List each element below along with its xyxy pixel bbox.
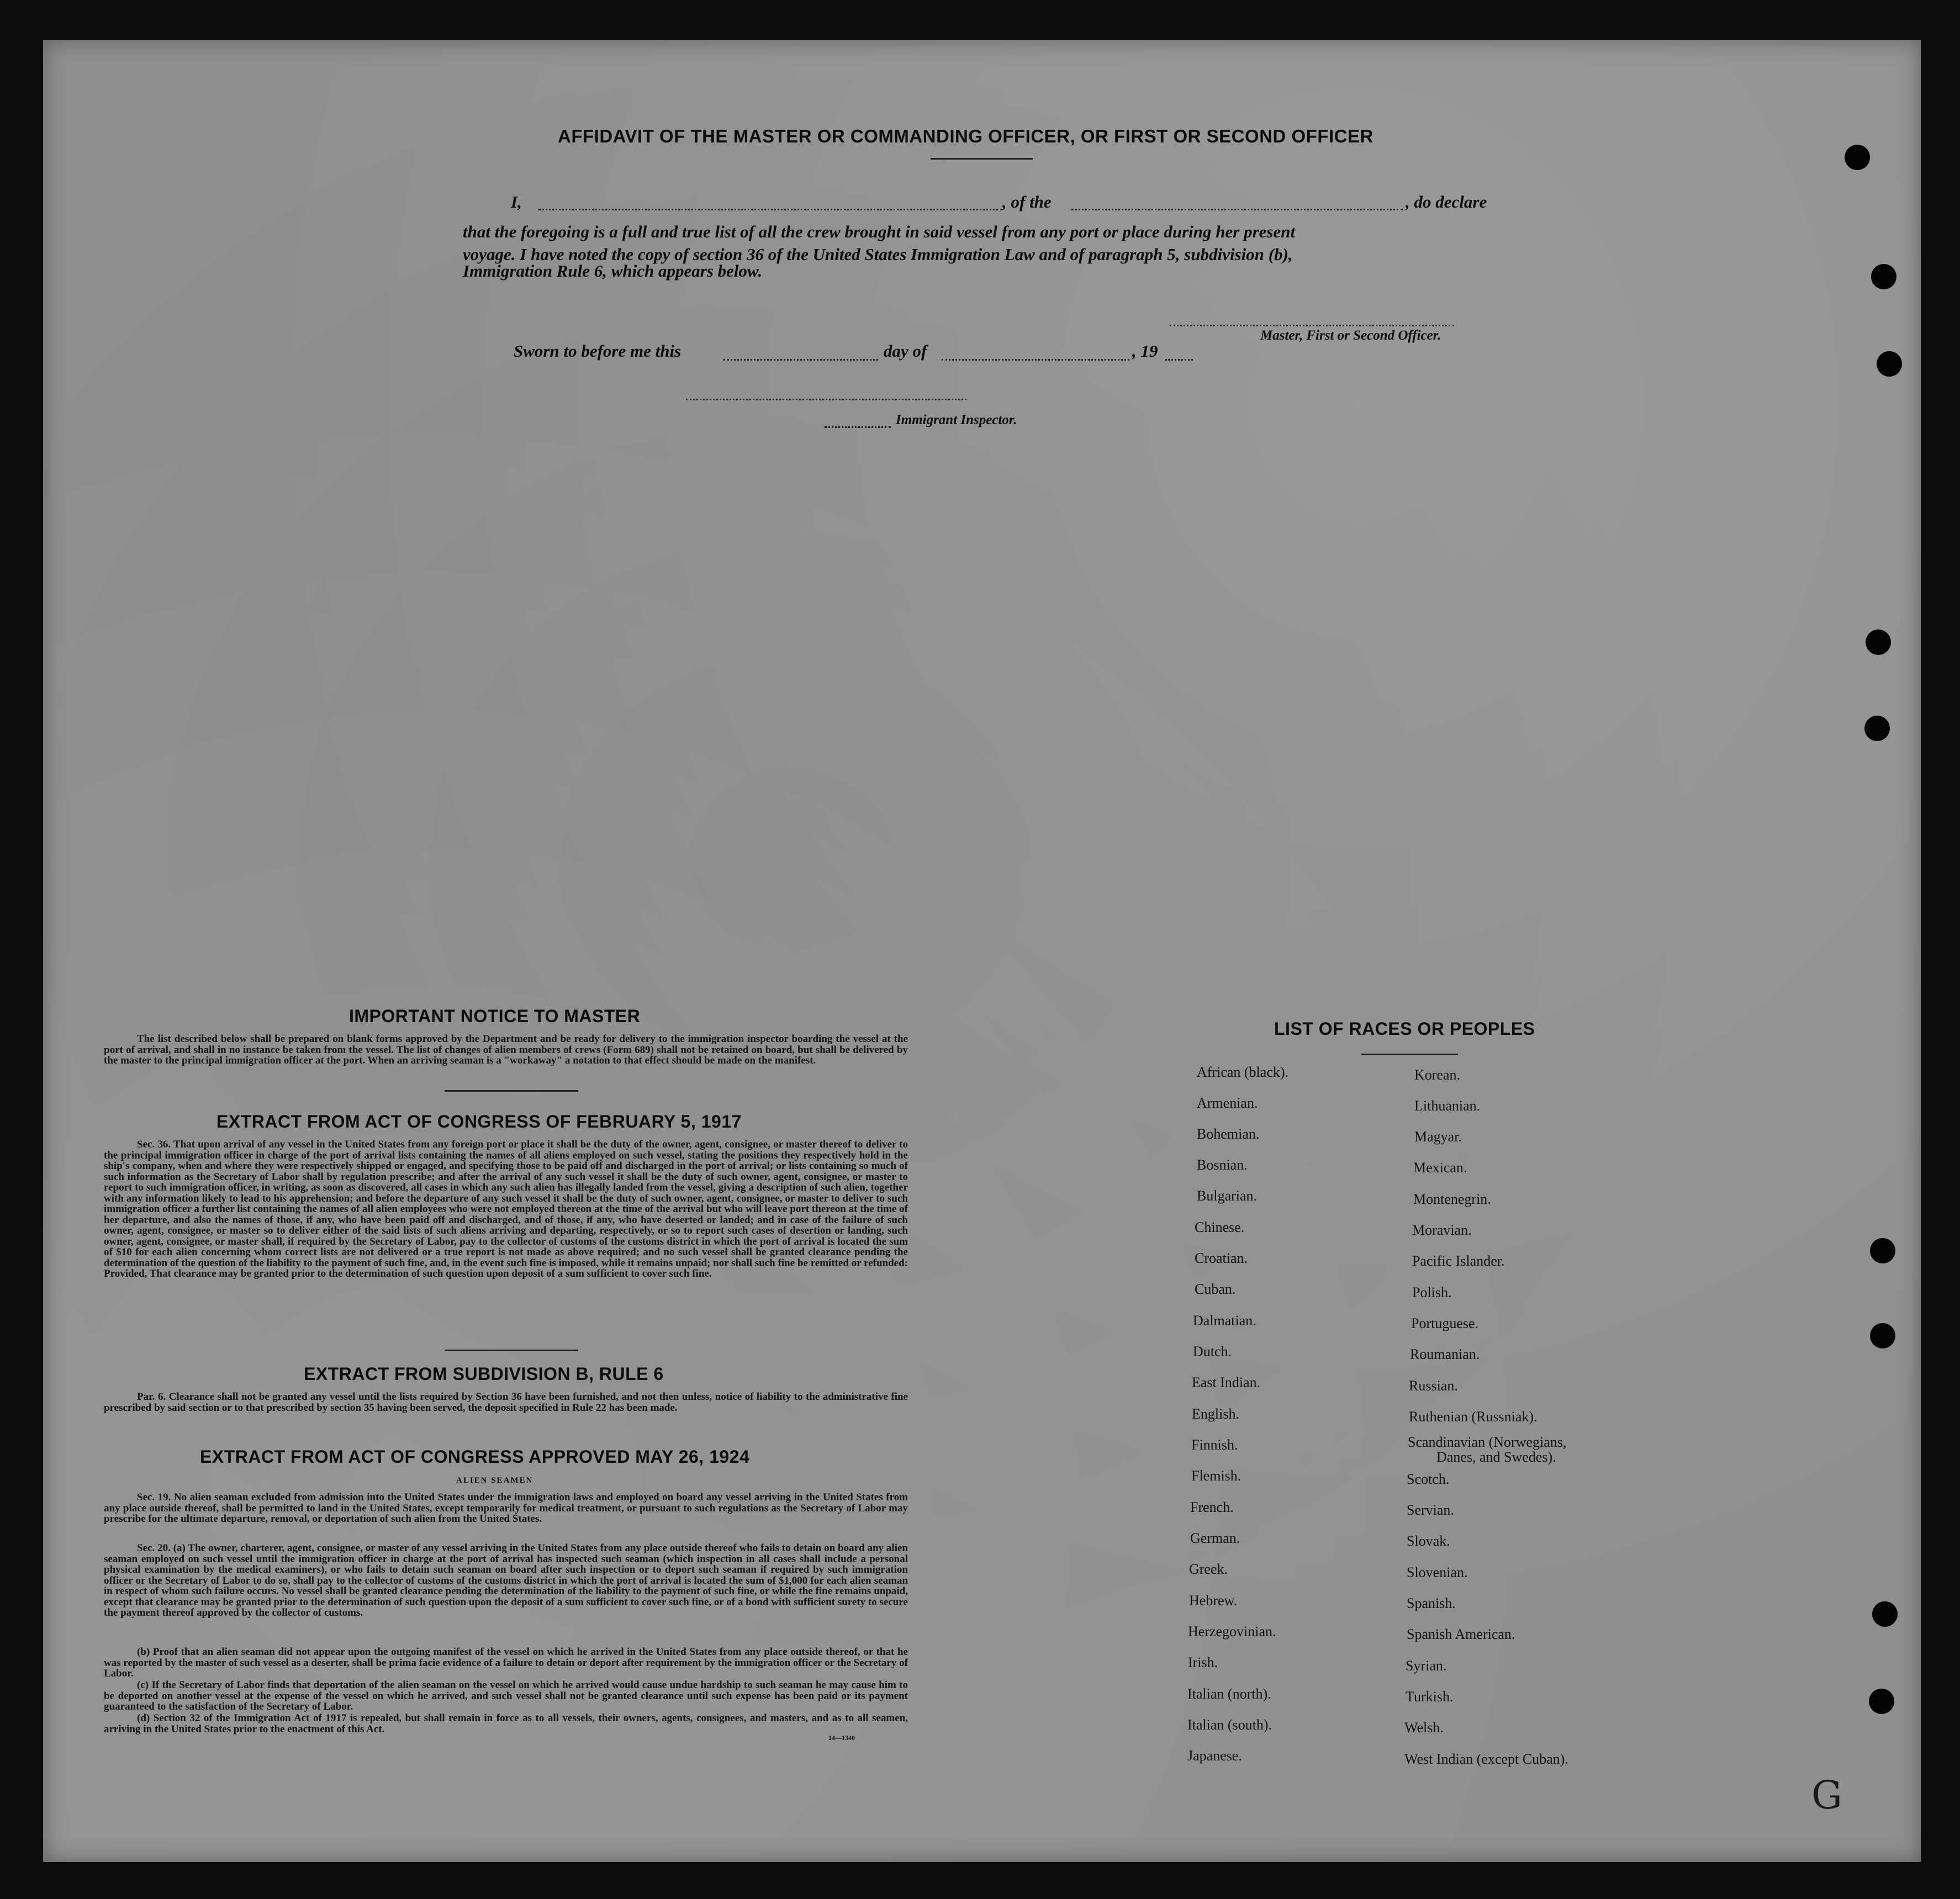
race-item: Spanish. [1407, 1595, 1456, 1611]
race-item: Spanish American. [1407, 1626, 1515, 1642]
race-item: Welsh. [1404, 1720, 1444, 1736]
divider [445, 1350, 578, 1351]
race-item: Mexican. [1413, 1160, 1467, 1176]
extract-rule6-text: Par. 6. Clearance shall not be granted any vessel until the lists required by Section 36 have been furnished, and not then unless, notice of liability to the administrative fine prescribed by said section or to that prescribed by section 35 having been served, the deposit specified in Rule 22 has been made. [104, 1391, 908, 1414]
race-item: Montenegrin. [1413, 1191, 1491, 1207]
race-item: Danes, and Swedes). [1436, 1449, 1556, 1465]
inspector-label: Immigrant Inspector. [896, 412, 1017, 427]
divider [1361, 1054, 1458, 1055]
race-item: Japanese. [1187, 1748, 1242, 1764]
sworn-day-of: day of [884, 341, 927, 361]
name-blank[interactable] [538, 209, 1002, 210]
punch-hole [1870, 1323, 1895, 1348]
race-item: French. [1190, 1499, 1234, 1515]
sec-20b-text: (b) Proof that an alien seaman did not appear upon the outgoing manifest of the vessel on which he arrived in the United States from any place outside thereof, or that he was reported by the master of such vessel as a deserter, shall be prima facie evidence of a failure to detain or deport after requirement by the immigration officer or the Secretary of Labor. [104, 1646, 908, 1679]
affidavit-line-4: Immigration Rule 6, which appears below. [463, 261, 763, 281]
notice-text: The list described below shall be prepared on blank forms approved by the Department and be ready for delivery to the immigration inspector boarding the vessel at the port of arrival, and shall in no instance be taken from the vessel. The list of changes of alien members of crews (Form 689) shall not be retained on board, but shall be delivered by the master to the principal immigration officer at the port. When an arriving seaman is a "workaway" a notation to that effect should be made on the manifest. [104, 1033, 908, 1066]
race-item: West Indian (except Cuban). [1404, 1751, 1568, 1767]
race-item: Pacific Islander. [1412, 1253, 1505, 1269]
race-item: Magyar. [1414, 1129, 1462, 1145]
race-item: African (black). [1197, 1064, 1289, 1080]
sworn-year: , 19 [1132, 341, 1158, 361]
race-item: Ruthenian (Russniak). [1409, 1409, 1538, 1425]
race-item: Slovak. [1407, 1533, 1450, 1549]
punch-hole [1866, 630, 1891, 655]
affidavit-i: I, [511, 192, 522, 211]
master-signature-line[interactable] [1170, 325, 1454, 326]
race-item: Turkish. [1406, 1689, 1454, 1705]
race-item: Cuban. [1195, 1281, 1236, 1297]
affidavit-line-2: that the foregoing is a full and true list of all the crew brought in said vessel from any port or place during her present [463, 222, 1296, 241]
race-item: Croatian. [1195, 1250, 1248, 1266]
race-item: Flemish. [1191, 1468, 1241, 1484]
race-item: German. [1190, 1530, 1240, 1546]
race-item: Scotch. [1407, 1471, 1450, 1487]
race-item: Bohemian. [1197, 1126, 1260, 1142]
sworn-prefix: Sworn to before me this [514, 341, 681, 361]
sec-20c-text: (c) If the Secretary of Labor finds that deportation of the alien seaman on the vessel on which he arrived would cause undue hardship to such seaman he may cause him to be deported on another vessel at the expense of the vessel on which he arrived, and such vessel shall not be granted clearance until such expense has been paid or its payment guaranteed to the satisfaction of the Secretary of Labor. [104, 1679, 908, 1712]
races-title: LIST OF RACES OR PEOPLES [1274, 1019, 1535, 1039]
race-item: Italian (south). [1187, 1717, 1272, 1733]
race-item: Syrian. [1406, 1658, 1447, 1674]
inspector-prefix-line [825, 426, 891, 428]
race-item: Armenian. [1197, 1095, 1258, 1111]
extract-1917-title: EXTRACT FROM ACT OF CONGRESS OF FEBRUARY 5, 1917 [216, 1112, 742, 1131]
sec-19-text: Sec. 19. No alien seaman excluded from admission into the United States under the immigration laws and employed on board any vessel arriving in the United States from any place outside thereof, shall be permitted to land in the United States, except temporarily for medical treatment, or pursuant to such regulations as the Secretary of Labor may prescribe for the ultimate departure, removal, or deportation of such alien from the United States. [104, 1491, 908, 1525]
affidavit-do-declare: , do declare [1406, 192, 1487, 211]
alien-seamen-subtitle: ALIEN SEAMEN [456, 1476, 533, 1485]
race-item: Russian. [1409, 1378, 1458, 1394]
affidavit-of-the: , of the [1002, 192, 1052, 211]
punch-hole [1877, 351, 1902, 377]
race-item: Scandinavian (Norwegians, [1408, 1434, 1567, 1450]
form-number: 14—1340 [828, 1734, 855, 1742]
race-item: Servian. [1407, 1502, 1454, 1518]
race-item: Roumanian. [1410, 1346, 1480, 1362]
sec-20d-text: (d) Section 32 of the Immigration Act of 1917 is repealed, but shall remain in force as to all vessels, their owners, agents, consignees, and masters, and as to all seamen, arriving in the United States prior to the enactment of this Act. [104, 1712, 908, 1735]
race-item: Greek. [1189, 1561, 1228, 1577]
punch-hole [1845, 145, 1870, 170]
race-item: Bosnian. [1197, 1157, 1248, 1173]
race-item: Polish. [1412, 1284, 1452, 1300]
handwritten-margin-mark: G [1811, 1773, 1842, 1818]
affidavit-line-3: voyage. I have noted the copy of section 36 of the United States Immigration Law and of paragraph 5, subdivision (b), [463, 245, 1293, 264]
divider [445, 1090, 578, 1092]
race-item: Moravian. [1412, 1222, 1472, 1238]
sworn-month-blank[interactable] [942, 359, 1129, 361]
race-item: Bulgarian. [1197, 1188, 1258, 1204]
master-signature-label: Master, First or Second Officer. [1260, 328, 1441, 343]
race-item: Lithuanian. [1414, 1098, 1481, 1114]
divider [931, 158, 1033, 160]
race-item: East Indian. [1192, 1374, 1261, 1390]
race-item: Korean. [1414, 1067, 1461, 1083]
notice-title: IMPORTANT NOTICE TO MASTER [349, 1006, 641, 1026]
race-item: Slovenian. [1407, 1564, 1468, 1580]
race-item: English. [1192, 1406, 1239, 1422]
sworn-day-blank[interactable] [723, 359, 878, 361]
sworn-year-blank[interactable] [1165, 359, 1193, 361]
race-item: Herzegovinian. [1188, 1623, 1276, 1639]
punch-hole [1870, 1238, 1895, 1263]
race-item: Chinese. [1195, 1219, 1245, 1235]
punch-hole [1872, 1601, 1898, 1627]
race-item: Dutch. [1193, 1343, 1232, 1360]
race-item: Portuguese. [1411, 1315, 1479, 1331]
sec-20a-text: Sec. 20. (a) The owner, charterer, agent, consignee, or master of any vessel arriving in the United States from any place outside thereof who fails to detain on board any alien seaman employed on such vessel until the immigration officer in charge at the port of arrival has inspected such seaman (which inspection in all cases shall include a personal physical examination by the medical examiners), or who fails to detain such seaman on board after such inspection or to deport such seaman if required by such immigration officer or the Secretary of Labor to do so, shall pay to the collector of customs of the customs district in which the port of arrival is located the sum of $1,000 for each alien seaman in respect of whom such failure occurs. No vessel shall be granted clearance pending the determination of the liability to the payment of such fine, or while the fine remains unpaid, except that clearance may be granted prior to the determination of such question upon the deposit of a sum sufficient to cover such fine, or of a bond with sufficient surety to secure the payment thereof approved by the collector of customs. [104, 1542, 908, 1618]
extract-rule6-title: EXTRACT FROM SUBDIVISION B, RULE 6 [304, 1364, 664, 1384]
affidavit-title: AFFIDAVIT OF THE MASTER OR COMMANDING OFFICER, OR FIRST OR SECOND OFFICER [558, 126, 1373, 146]
vessel-blank[interactable] [1071, 209, 1403, 210]
race-item: Irish. [1188, 1654, 1218, 1670]
race-item: Hebrew. [1189, 1593, 1238, 1609]
punch-hole [1864, 716, 1890, 741]
race-item: Dalmatian. [1193, 1313, 1256, 1329]
inspector-signature-line[interactable] [686, 399, 966, 400]
punch-hole [1869, 1689, 1894, 1714]
race-item: Finnish. [1191, 1437, 1238, 1453]
extract-1924-title: EXTRACT FROM ACT OF CONGRESS APPROVED MAY 26, 1924 [200, 1447, 750, 1467]
race-item: Italian (north). [1187, 1686, 1271, 1702]
punch-hole [1871, 264, 1896, 289]
extract-1917-text: Sec. 36. That upon arrival of any vessel in the United States from any foreign port or place it shall be the duty of the owner, agent, consignee, or master thereof to deliver to the principal immigration officer in charge of the port of arrival lists containing the names of all aliens employed on such vessel, stating the positions they respectively hold in the ship's company, when and where they were respectively shipped or engaged, and specifying those to be paid off and discharged in the port of arrival; or lists containing so much of such information as the Secretary of Labor shall by regulation prescribe; and after the arrival of any such vessel it shall be the duty of such owner, agent, consignee, or master to report to such immigration officer, in writing, as soon as discovered, all cases in which any such alien has illegally landed from the vessel, giving a description of such alien, together with any information likely to lead to his apprehension; and before the departure of any such vessel it shall be the duty of such owner, agent, consignee, or master to deliver to such immigration officer a further list containing the names of all alien employees who were not employed thereon at the time of the arrival but who will leave port thereon at the time of her departure, and also the names of those, if any, who have been paid off and discharged, and of those, if any, who have deserted or landed; and in case of the failure of such owner, agent, consignee, or master so to deliver either of the said lists of such aliens arriving and departing, respectively, or so to report such cases of desertion or landing, such owner, agent, consignee, or master shall, if required by the Secretary of Labor, pay to the collector of customs of the customs district in which the port of arrival is located the sum of $10 for each alien concerning whom correct lists are not delivered or a true report is not made as above required; and no such vessel shall be granted clearance pending the determination of the question of the liability to the payment of such fine, and, in the event such fine is imposed, while it remains unpaid; nor shall such fine be remitted or refunded: Provided, That clearance may be granted prior to the determination of such question upon deposit of a sum sufficient to cover such fine. [104, 1139, 908, 1279]
